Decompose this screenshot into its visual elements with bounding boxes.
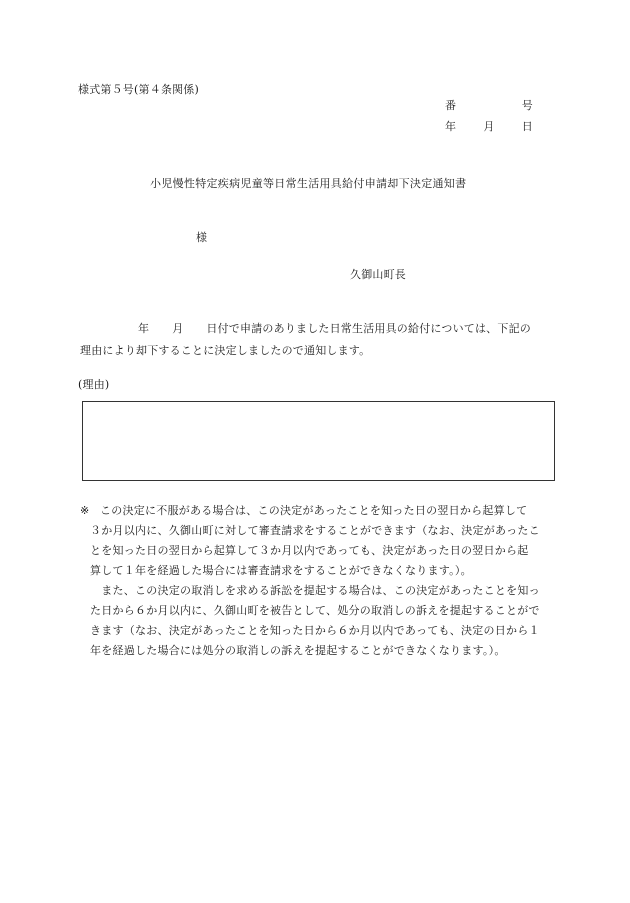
notice-line: た日から６か月以内に、久御山町を被告として、処分の取消しの訴えを提起することがで: [90, 604, 540, 617]
body-line-2: 理由により却下することに決定しましたので通知します。: [80, 344, 371, 357]
appeal-notice: [80, 501, 552, 661]
date-char-year: 年: [445, 120, 457, 133]
body-month-char: 月: [172, 322, 184, 335]
note-mark: ※: [80, 504, 90, 517]
notice-line: きます（なお、決定があったことを知った日から６か月以内であっても、決定の日から１: [90, 624, 540, 637]
document-title: 小児慢性特定疾病児童等日常生活用具給付申請却下決定通知書: [150, 177, 467, 190]
reason-label: (理由): [78, 378, 110, 391]
body-line-1: [80, 322, 531, 336]
notice-line: ３か月以内に、久御山町に対して審査請求をすることができます（なお、決定があったこ: [90, 524, 540, 537]
number-char-go: 号: [521, 99, 533, 112]
date-char-day: 日: [521, 120, 533, 133]
body-year-char: 年: [138, 322, 150, 335]
document-date-line: [445, 120, 533, 134]
body-line-1-text: 日付で申請のありました日常生活用具の給付については、下記の: [206, 322, 531, 335]
notice-line: また、この決定の取消しを求める訴訟を提起する場合は、この決定があったことを知っ: [90, 584, 540, 597]
notice-line: 年を経過した場合には処分の取消しの訴えを提起することができなくなります。）。: [90, 644, 506, 657]
reason-box: [82, 401, 555, 481]
notice-line: 算して１年を経過した場合には審査請求をすることができなくなります。）。: [90, 564, 472, 577]
date-char-month: 月: [483, 120, 495, 133]
form-number-label: 様式第５号(第４条関係): [78, 83, 199, 96]
notice-line: とを知った日の翌日から起算して３か月以内であっても、決定があった日の翌日から起: [90, 544, 529, 557]
sender-name: 久御山町長: [350, 268, 406, 281]
document-number-line: [445, 99, 533, 113]
recipient-honorific: 様: [196, 231, 208, 244]
number-char-ban: 番: [445, 99, 457, 112]
notice-line: ※ この決定に不服がある場合は、この決定があったことを知った日の翌日から起算して: [80, 501, 552, 521]
